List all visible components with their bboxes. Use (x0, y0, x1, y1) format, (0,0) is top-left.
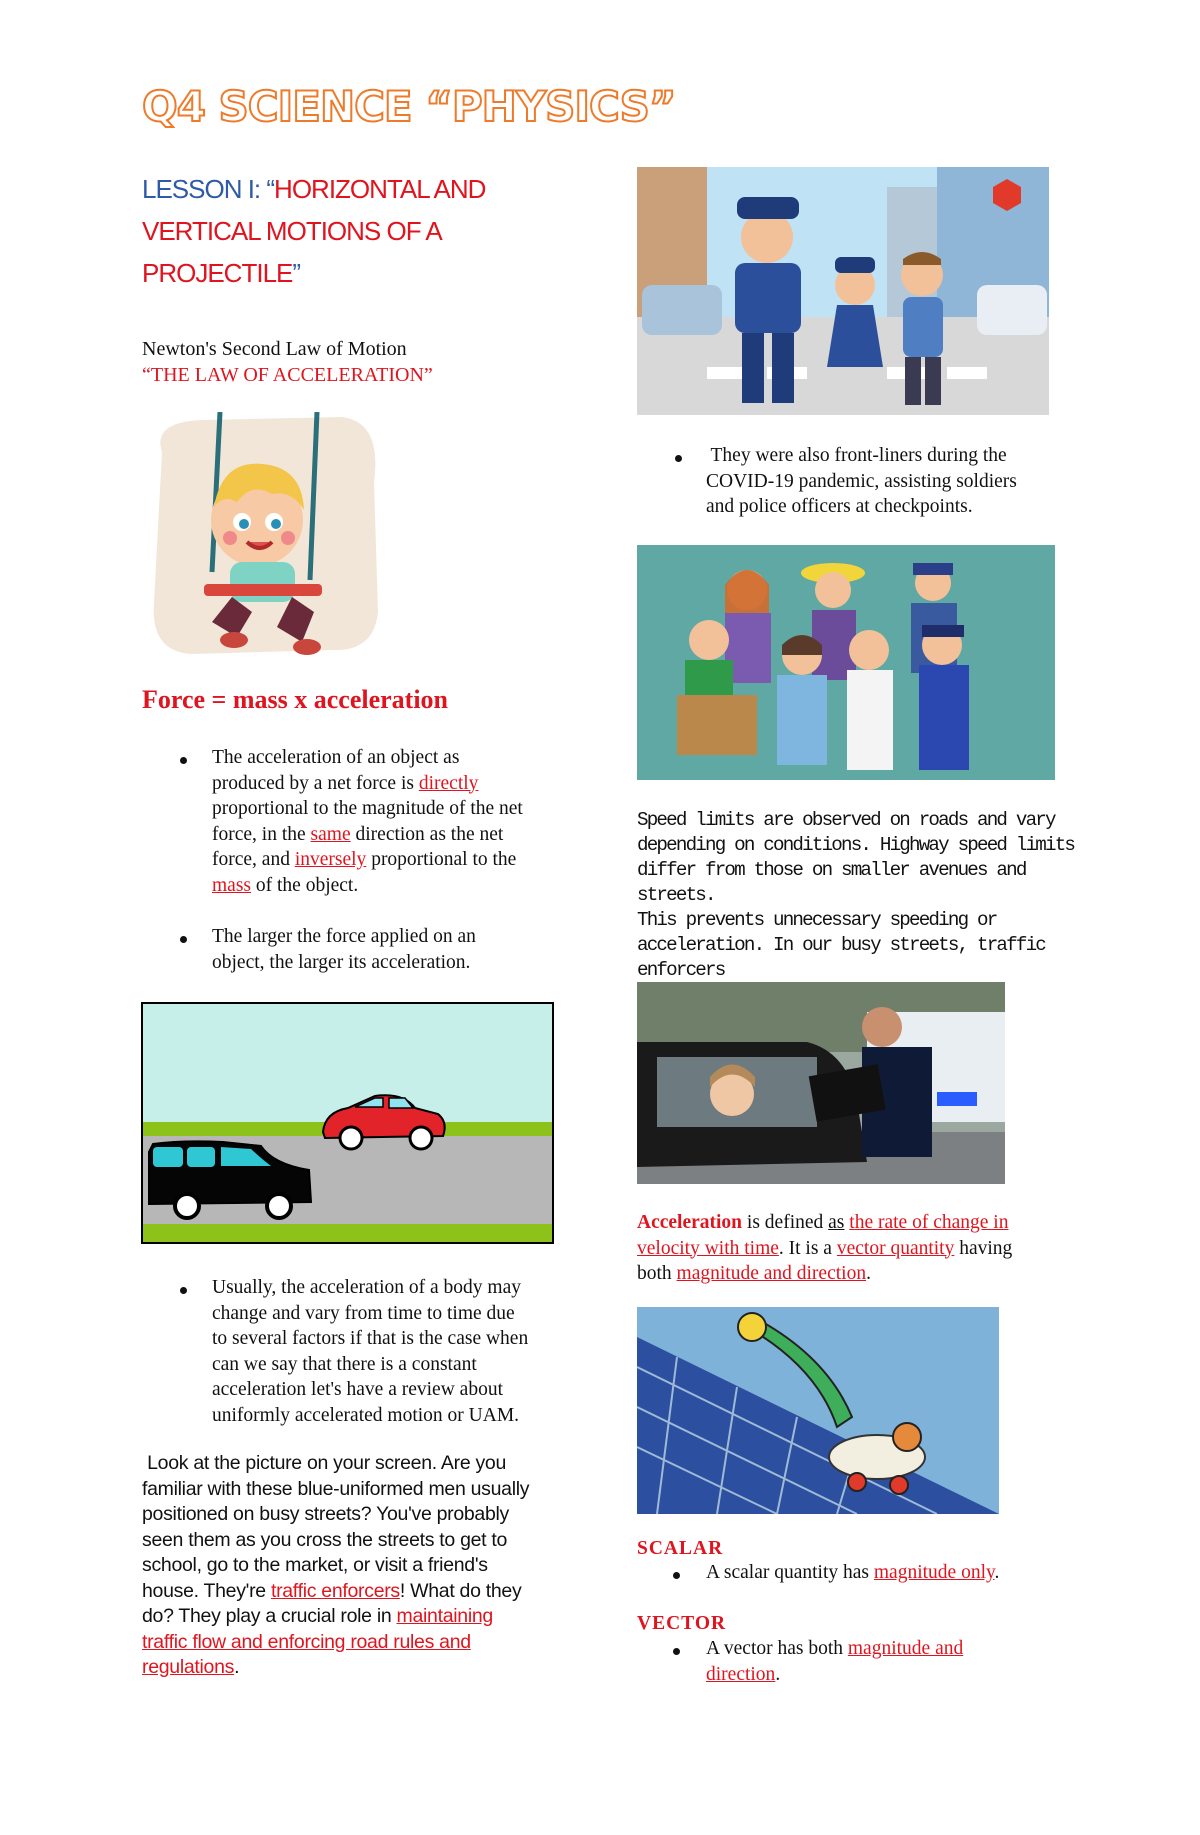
keyword-direction: direction (706, 1663, 776, 1685)
text: acceleration let's have a review about (212, 1379, 503, 1400)
newton-subheading: “THE LAW OF ACCELERATION” (142, 364, 433, 386)
text: object, the larger its acceleration. (212, 951, 471, 973)
text: and police officers at checkpoints. (706, 496, 973, 517)
text: direction as the net (355, 823, 504, 845)
text: A scalar quantity has (706, 1562, 874, 1583)
acceleration-definition (637, 1210, 1077, 1287)
bullet-dot (180, 1287, 187, 1294)
bullet-dot (673, 1572, 680, 1579)
text: produced by a net force is (212, 772, 414, 794)
keyword-vector-quantity: vector quantity (836, 1237, 955, 1259)
text: both (637, 1263, 677, 1284)
bullet-uam (212, 1275, 582, 1428)
vector-definition (706, 1636, 1066, 1687)
text: The acceleration of an object as (212, 747, 460, 768)
keyword-acceleration: Acceleration (637, 1212, 743, 1233)
text: familiar with these blue-uniformed men usually (142, 1477, 530, 1500)
text: . (234, 1656, 240, 1678)
keyword-regulations: regulations (142, 1656, 235, 1678)
text: differ from those on smaller avenues and streets. (637, 859, 1026, 906)
text: positioned on busy streets? You've probably (142, 1503, 510, 1525)
text: A vector has both (706, 1638, 848, 1659)
traffic-stop-photo (637, 982, 1005, 1184)
text: . (866, 1263, 871, 1284)
keyword-magnitude-only: magnitude only (873, 1562, 995, 1583)
keyword-magnitude-and-direction: magnitude and direction (676, 1263, 867, 1284)
bullet-dot (180, 936, 187, 943)
swing-child-illustration (142, 412, 382, 657)
lesson-line1: HORIZONTAL AND (274, 174, 486, 204)
text: can we say that there is a constant (212, 1353, 477, 1375)
lesson-prefix: LESSON I: “ (142, 174, 275, 204)
keyword-as: as (828, 1212, 845, 1233)
page-title: Q4 SCIENCE “PHYSICS” (142, 82, 676, 131)
text: do? They play a crucial role in (142, 1605, 392, 1627)
lesson-line3: PROJECTILE (142, 258, 293, 288)
text: The larger the force applied on an (212, 926, 476, 947)
keyword-directly: directly (418, 772, 479, 794)
text: . (775, 1663, 781, 1685)
text: house. They're (142, 1579, 266, 1602)
text: change and vary from time to time due (212, 1302, 515, 1324)
car-animation-illustration (141, 1002, 554, 1244)
bullet-acceleration-definition (212, 745, 582, 898)
lesson-suffix: ” (292, 258, 301, 288)
text: . (994, 1562, 1000, 1583)
text: force, and (212, 849, 290, 870)
frontliners-illustration (637, 545, 1055, 780)
text: of the object. (255, 874, 359, 896)
text: depending on conditions. Highway speed limits (637, 834, 1075, 856)
text: acceleration. In our busy streets, traffic enforcers (637, 934, 1046, 981)
keyword-mass: mass (212, 874, 251, 896)
text: . It is a (778, 1237, 837, 1259)
text: school, go to the market, or visit a friend's (142, 1554, 488, 1576)
text: force, in the (212, 823, 306, 845)
bullet-dot (180, 757, 187, 764)
text: ! What do they (399, 1579, 522, 1602)
newton-heading: Newton's Second Law of Motion (142, 338, 407, 360)
text: Look at the picture on your screen. Are you (142, 1452, 507, 1474)
text: Usually, the acceleration of a body may (212, 1277, 521, 1298)
keyword-same: same (310, 823, 351, 845)
keyword-traffic-enforcers: traffic enforcers (270, 1579, 400, 1602)
text: This prevents unnecessary speeding or (637, 909, 997, 931)
force-formula: Force = mass x acceleration (142, 685, 449, 714)
keyword-magnitude-and: magnitude and (847, 1638, 964, 1659)
text: uniformly accelerated motion or UAM. (212, 1404, 520, 1426)
lesson-line2: VERTICAL MOTIONS OF A (142, 216, 442, 246)
bullet-larger-force (212, 924, 582, 975)
traffic-enforcers-paragraph (142, 1451, 582, 1681)
scalar-heading: SCALAR (637, 1538, 724, 1559)
text: seen them as you cross the streets to get to (142, 1528, 508, 1551)
keyword-inversely: inversely (294, 849, 367, 870)
vector-heading: VECTOR (637, 1613, 727, 1634)
lesson-title (142, 168, 562, 294)
keyword-velocity-with-time: velocity with time (637, 1237, 779, 1259)
scalar-definition (706, 1560, 999, 1586)
keyword-traffic-flow: traffic flow and enforcing road rules and (142, 1630, 471, 1653)
text: COVID-19 pandemic, assisting soldiers (706, 470, 1017, 492)
speed-limits-paragraph (637, 808, 1077, 1008)
frontliners-bullet (706, 443, 1086, 520)
text: They were also front-liners during the (706, 445, 1007, 466)
text: Speed limits are observed on roads and vary (637, 809, 1055, 831)
text: proportional to the (371, 849, 517, 870)
text: having (954, 1237, 1013, 1259)
police-kids-illustration (637, 167, 1049, 415)
text: to several factors if that is the case when (212, 1328, 529, 1349)
bullet-dot (673, 1648, 680, 1655)
cartoon-rollercoaster-illustration (637, 1307, 999, 1514)
text: proportional to the magnitude of the net (212, 798, 523, 819)
keyword-maintaining: maintaining (396, 1605, 493, 1627)
text: is defined (742, 1212, 829, 1233)
bullet-dot (675, 455, 682, 462)
keyword-rate-of-change: the rate of change in (849, 1212, 1009, 1233)
